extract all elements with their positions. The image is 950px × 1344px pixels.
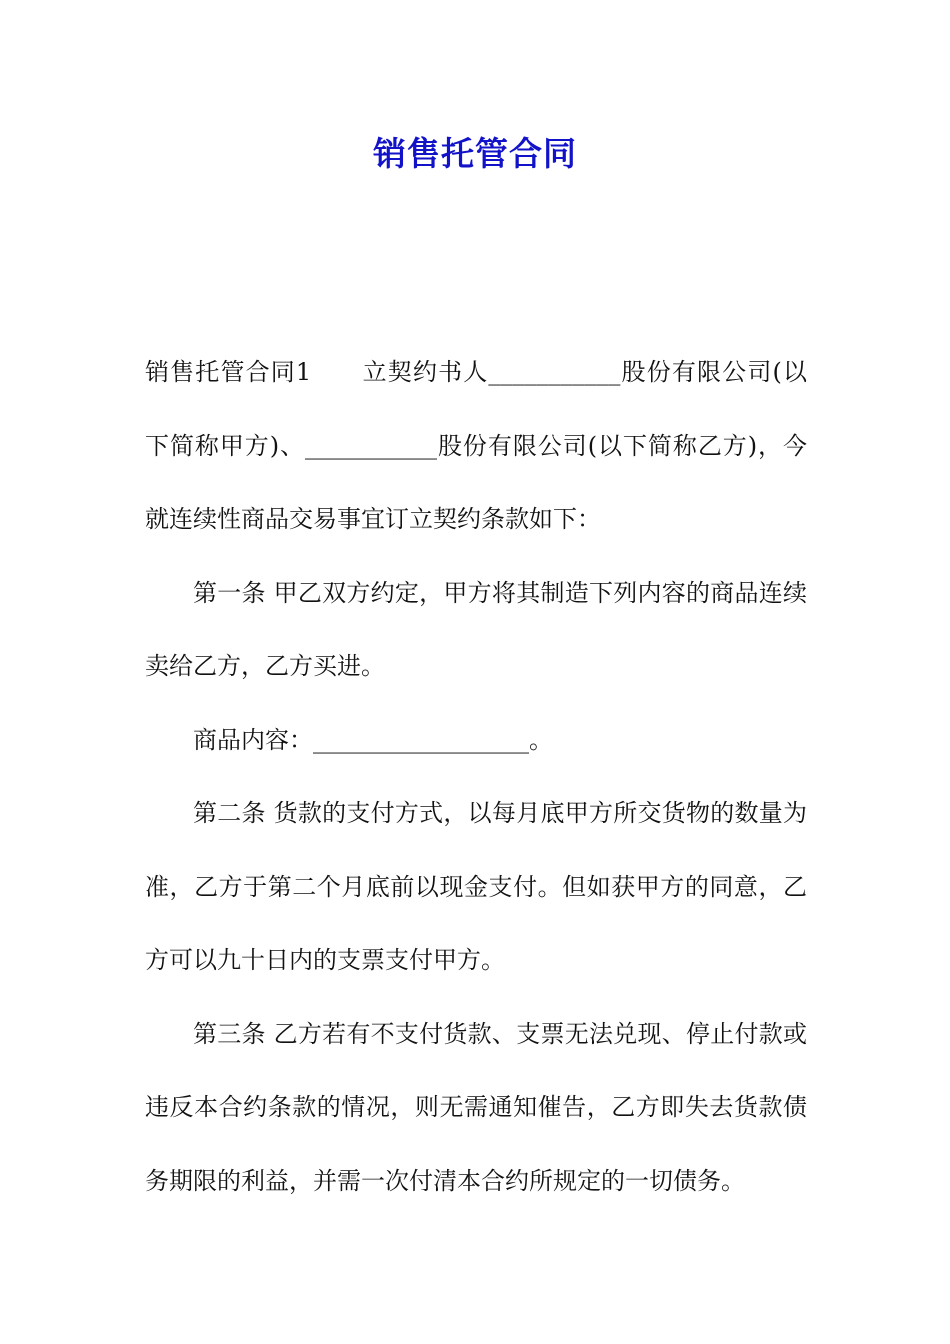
body-line: 卖给乙方，乙方买进。 — [145, 652, 385, 680]
body-line: 第三条 乙方若有不支付货款、支票无法兑现、停止付款或 — [193, 1019, 807, 1048]
document-title: 销售托管合同 — [373, 134, 577, 173]
body-line: 就连续性商品交易事宜订立契约条款如下： — [145, 505, 601, 533]
document-body — [145, 336, 807, 1218]
body-line: 商品内容：__________________。 — [193, 725, 553, 754]
body-line: 销售托管合同1 立契约书人___________股份有限公司(以 — [145, 358, 807, 386]
body-line: 方可以九十日内的支票支付甲方。 — [145, 946, 505, 974]
body-line: 第一条 甲乙双方约定，甲方将其制造下列内容的商品连续 — [193, 578, 807, 607]
body-line: 违反本合约条款的情况，则无需通知催告，乙方即失去货款债 — [145, 1093, 807, 1121]
body-line: 务期限的利益，并需一次付清本合约所规定的一切债务。 — [145, 1166, 745, 1195]
body-line: 准，乙方于第二个月底前以现金支付。但如获甲方的同意，乙 — [145, 872, 807, 901]
body-line: 下简称甲方)、___________股份有限公司(以下简称乙方)，今 — [145, 431, 807, 460]
body-line: 第二条 货款的支付方式，以每月底甲方所交货物的数量为 — [193, 799, 807, 827]
